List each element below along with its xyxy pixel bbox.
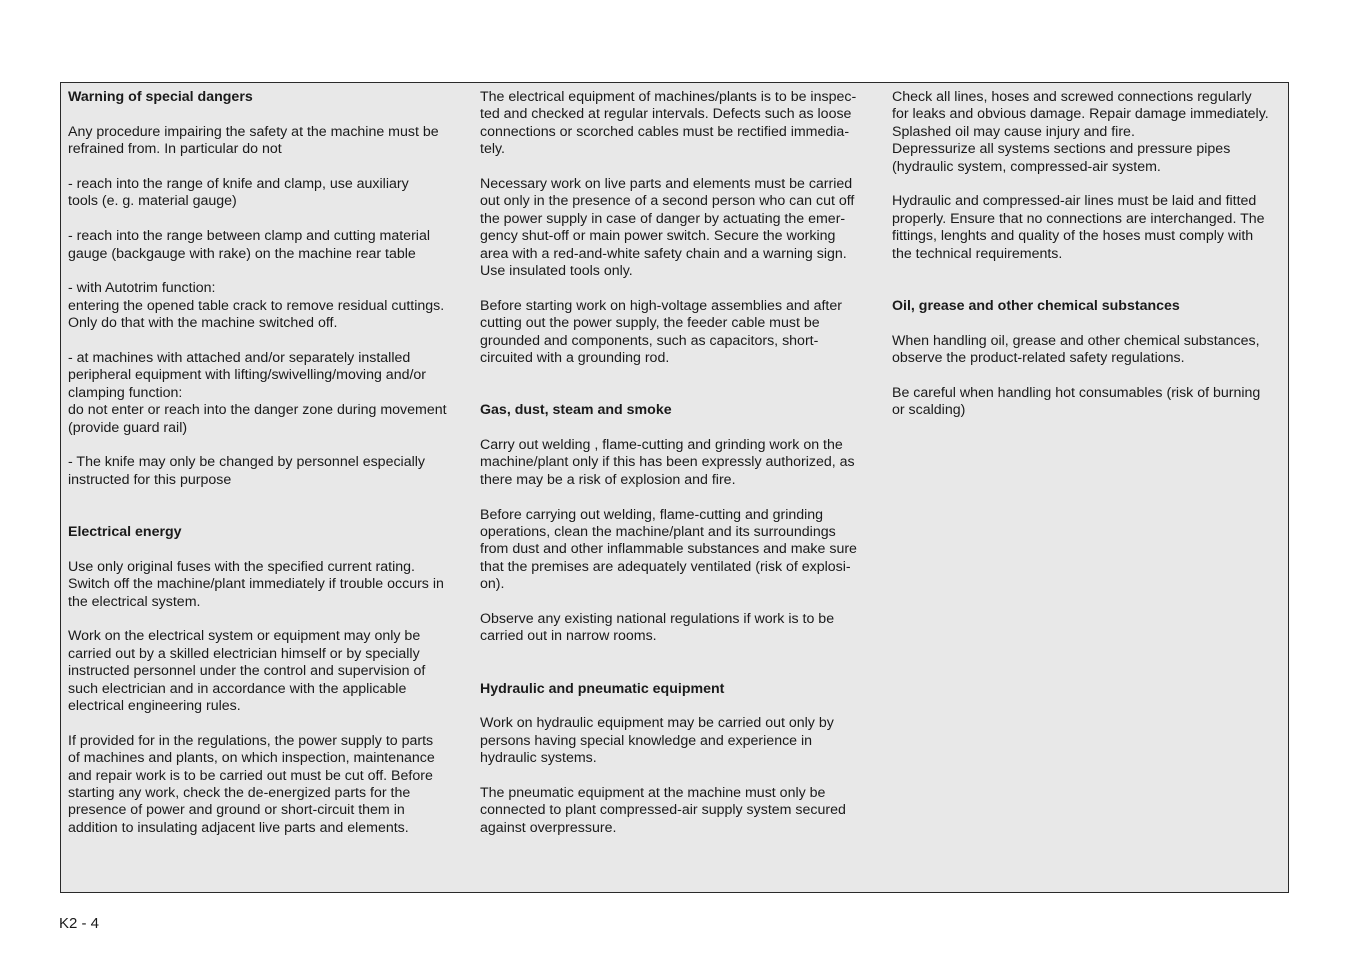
content-frame (60, 82, 1289, 893)
paragraph: Before starting work on high-voltage assemblies and after cutting out the power supply, the feeder cable must be grounded and components, such as capacitors, short- circuited with a grounding rod. (480, 297, 842, 367)
paragraph: When handling oil, grease and other chemical substances, observe the product-related safety regulations. (892, 332, 1260, 367)
paragraph: Any procedure impairing the safety at the machine must be refrained from. In particular do not (68, 123, 439, 158)
paragraph: The electrical equipment of machines/plants is to be inspec- ted and checked at regular intervals. Defects such as loose connections or scorched cables must be rectified immedia- tely. (480, 89, 857, 158)
heading-hydraulic-pneumatic: Hydraulic and pneumatic equipment (480, 680, 725, 697)
column-1 (68, 89, 460, 855)
paragraph: Work on the electrical system or equipment may only be carried out by a skilled electrician himself or by specially instructed personnel under the control and supervision of such electrician and in accordance with the applicable electrical engineering rules. (68, 628, 426, 715)
paragraph: Use only original fuses with the specified current rating. Switch off the machine/plant immediately if trouble occurs in the electrical system. (68, 558, 444, 610)
list-item: - with Autotrim function: entering the opened table crack to remove residual cuttings. Only do that with the machine switched off. (68, 280, 445, 332)
paragraph: Check all lines, hoses and screwed connections regularly for leaks and obvious damage. Repair damage immediately. Splashed oil may cause injury and fire. Depressurize all systems sections and pressure pipes (hydraulic system, compressed-air system. (892, 89, 1269, 175)
heading-warning-special-dangers: Warning of special dangers (68, 89, 253, 105)
list-item: - at machines with attached and/or separately installed peripheral equipment with lifting/swivelling/moving and/or clamping function: do not enter or reach into the danger zone during movement (provide guard rail) (68, 350, 447, 436)
paragraph: If provided for in the regulations, the power supply to parts of machines and plants, on which inspection, maintenance and repair work is to be carried out must be cut off. Before starting any work, check the de-energized parts for the presence of power and ground or short-circuit them in addition to insulating adjacent live parts and elements. (68, 732, 435, 836)
heading-electrical-energy: Electrical energy (68, 524, 182, 541)
paragraph: Carry out welding , flame-cutting and grinding work on the machine/plant only if this has been expressly authorized, as there may be a risk of explosion and fire. (480, 437, 855, 488)
paragraph: Hydraulic and compressed-air lines must be laid and fitted properly. Ensure that no connections are interchanged. The fittings, lenghts and quality of the hoses must comply with the technical requirements. (892, 193, 1265, 262)
column-3 (892, 89, 1284, 437)
paragraph: The pneumatic equipment at the machine must only be connected to plant compressed-air supply system secured against overpressure. (480, 785, 846, 836)
page-number: K2 - 4 (59, 915, 100, 932)
list-item: - The knife may only be changed by personnel especially instructed for this purpose (68, 454, 426, 488)
heading-oil-grease-chemicals: Oil, grease and other chemical substances (892, 297, 1180, 314)
paragraph: Before carrying out welding, flame-cutting and grinding operations, clean the machine/plant and its surroundings from dust and other inflammable substances and make sure that the premises are adequately ventilated (risk of explosi- on). (480, 506, 857, 593)
list-item: - reach into the range between clamp and cutting material gauge (backgauge with rake) on the machine rear table (68, 228, 430, 262)
paragraph: Be careful when handling hot consumables (risk of burning or scalding) (892, 384, 1261, 419)
paragraph: Observe any existing national regulations if work is to be carried out in narrow rooms. (480, 611, 835, 645)
paragraph: Work on hydraulic equipment may be carried out only by persons having special knowledge and experience in hydraulic systems. (480, 715, 834, 767)
paragraph: Necessary work on live parts and elements must be carried out only in the presence of a second person who can cut off the power supply in case of danger by actuating the emer- gency shut-off or main power switch. Secure the working area with a red-and-white safety chain and a warning sign. Use insulated tools only. (480, 176, 855, 280)
heading-gas-dust-steam-smoke: Gas, dust, steam and smoke (480, 402, 672, 419)
list-item: - reach into the range of knife and clamp, use auxiliary tools (e. g. material gauge) (68, 176, 409, 210)
column-2 (480, 89, 872, 855)
